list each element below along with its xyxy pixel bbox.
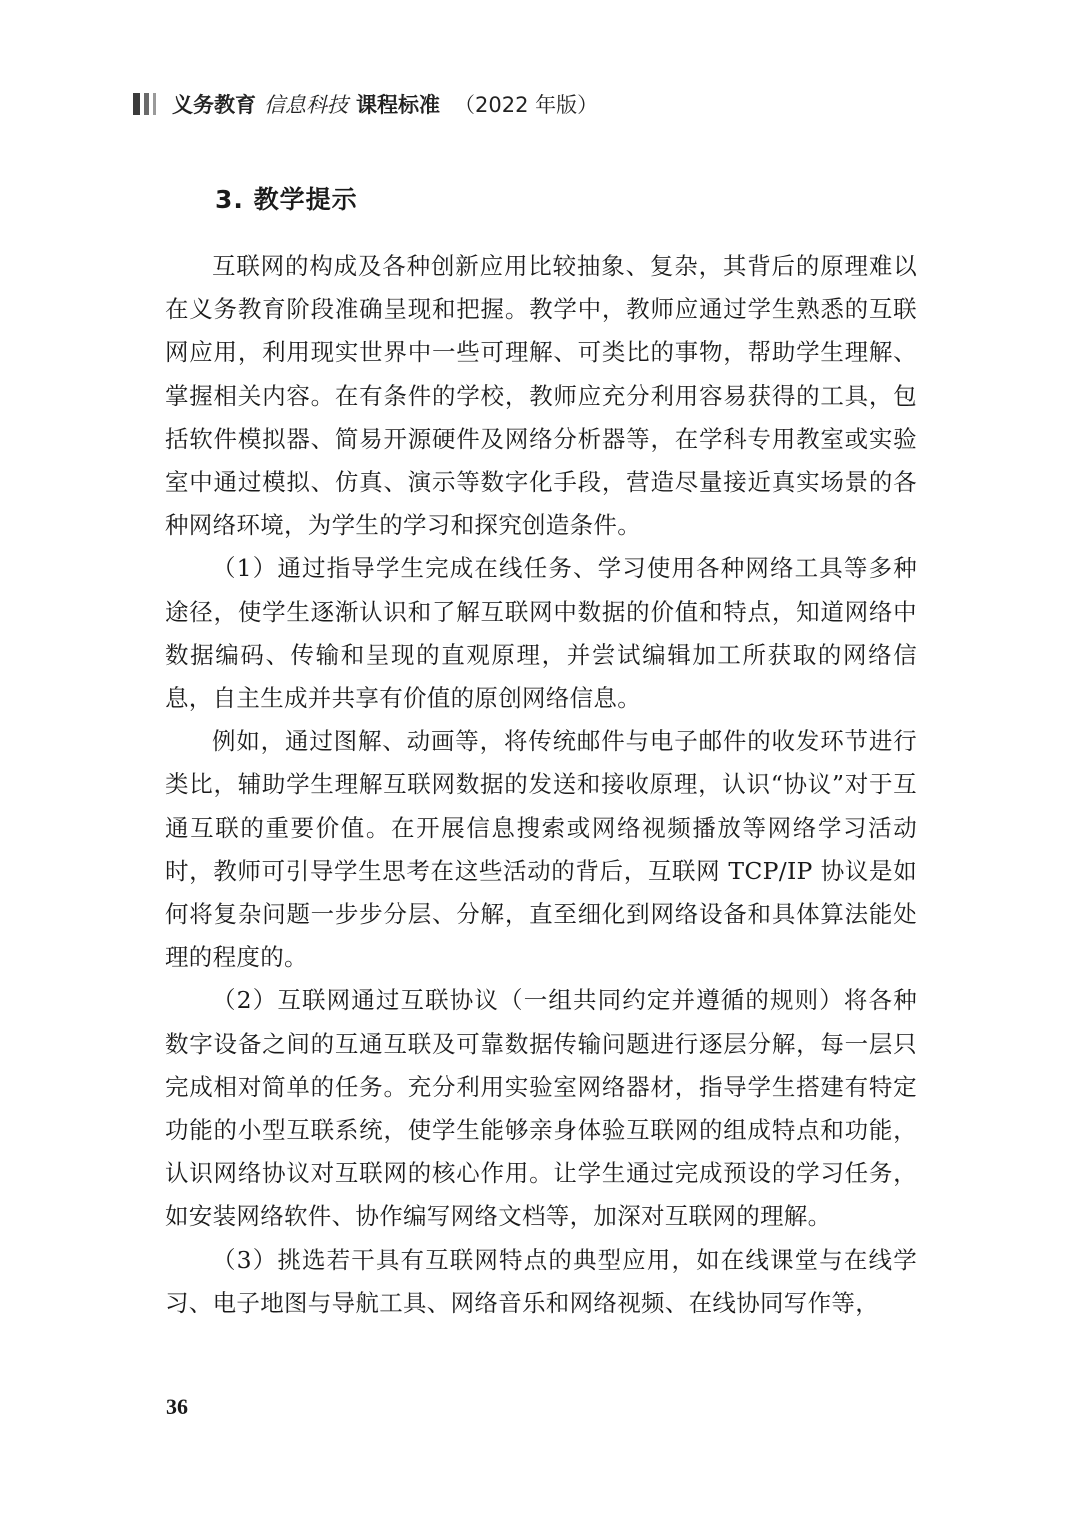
paragraph: （2）互联网通过互联协议（一组共同约定并遵循的规则）将各种数字设备之间的互通互联及可靠数据传输问题进行逐层分解，每一层只完成相对简单的任务。充分利用实验室网络器材，指导学生搭建有特定功能的小型互联系统，使学生能够亲身体验互联网的组成特点和功能，认识网络协议对互联网的核心作用。让学生通过完成预设的学习任务，如安装网络软件、协作编写网络文档等，加深对互联网的理解。 — [165, 986, 917, 1231]
paragraph: （3）挑选若干具有互联网特点的典型应用，如在线课堂与在线学习、电子地图与导航工具、网络音乐和网络视频、在线协同写作等， — [165, 1245, 917, 1317]
paragraph: 例如，通过图解、动画等，将传统邮件与电子邮件的收发环节进行类比，辅助学生理解互联网数据的发送和接收原理，认识“协议”对于互通互联的重要价值。在开展信息搜索或网络视频播放等网络学习活动时，教师可引导学生思考在这些活动的背后，互联网 TCP/IP 协议是如何将复杂问题一步步分层、分解，直至细化到网络设备和具体算法能处理的程度的。 — [165, 727, 917, 972]
body-text — [165, 245, 917, 1325]
header-title-part-3: 课程标准 — [356, 93, 440, 117]
running-header — [133, 88, 606, 120]
paragraph: 互联网的构成及各种创新应用比较抽象、复杂，其背后的原理难以在义务教育阶段准确呈现和把握。教学中，教师应通过学生熟悉的互联网应用，利用现实世界中一些可理解、可类比的事物，帮助学生理解、掌握相关内容。在有条件的学校，教师应充分利用容易获得的工具，包括软件模拟器、简易开源硬件及网络分析器等，在学科专用教室或实验室中通过模拟、仿真、演示等数字化手段，营造尽量接近真实场景的各种网络环境，为学生的学习和探究创造条件。 — [165, 252, 917, 540]
section-heading: 3. 教学提示 — [215, 185, 358, 214]
header-title-part-2: 信息科技 — [264, 93, 348, 117]
page-number: 36 — [166, 1394, 188, 1419]
header-title-part-1: 义务教育 — [172, 93, 256, 117]
paragraph: （1）通过指导学生完成在线任务、学习使用各种网络工具等多种途径，使学生逐渐认识和了解互联网中数据的价值和特点，知道网络中数据编码、传输和呈现的直观原理，并尝试编辑加工所获取的网络信息，自主生成并共享有价值的原创网络信息。 — [165, 554, 917, 713]
header-edition-year: （2022 年版） — [454, 93, 599, 117]
header-bars-decoration — [133, 93, 160, 115]
